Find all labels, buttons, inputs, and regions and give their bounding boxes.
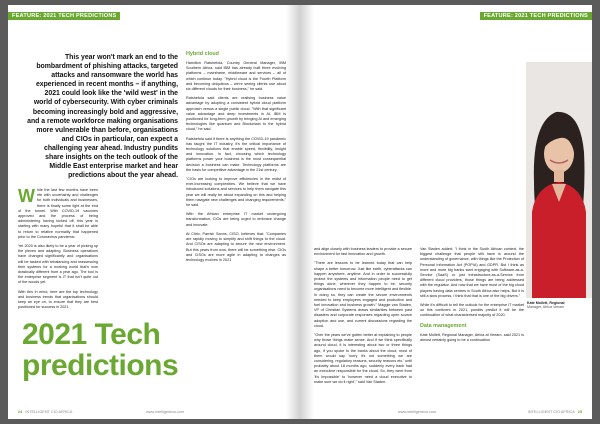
article-title: 2021 Tech predictions	[22, 318, 179, 382]
page-number: 25	[577, 410, 582, 414]
left-col-1	[18, 188, 98, 314]
subhead-data-management: Data management	[420, 322, 467, 329]
paragraph: At Citrix, Parrish Sanns, CISO, believes that: "Companies are rapidly moving to simplify and shift things to the cloud. And CISOs are adapting to secure the new environment. But this years from now, there will be something else. CIOs and CISOs are more agile in adapting to changes as technology evolves in 2021	[186, 231, 286, 262]
magazine-name: INTELLIGENT CIO AFRICA	[25, 410, 73, 414]
paragraph: "CIOs are looking to improve efficiencies in the midst of ever-increasing complexities. We believe that we have introduced solutions and services to help them navigate this year we will really be about expanding on this and helping them navigate new challenges and changing requirements," he said.	[186, 177, 286, 208]
left-page	[8, 5, 300, 419]
portrait-photo	[526, 62, 592, 298]
paragraph: Ratshefola said clients are realising business value advantage by adopting a consistent hybrid cloud platform approach versus a single public cloud. "With that significant value advantage and deep investments in AI, IBM is positioned for long-term growth by bringing AI and emerging technologies like quantum and Blockchain to the hybrid cloud," he said.	[186, 96, 286, 132]
magazine-spread	[8, 5, 592, 419]
page-footer	[528, 410, 582, 414]
portrait-illustration	[526, 62, 592, 298]
paragraph: While it's difficult to tell the outlook for the enterprise IT market on this continent in 2021, pundits predict it will be the continuation of what characterised majority of 2020.	[420, 303, 524, 318]
footer-url: www.intelligentcio.com	[146, 410, 185, 414]
right-col-1	[314, 247, 412, 389]
intro-standfirst: This year won't mark an end to the bombardment of phishing attacks, targeted attacks and ransomware the world has experienced in recent months – if anything, 2021 could look like the 'wild west' in the world of cybersecurity. With cyber criminals becoming increasingly bold and aggressive, and a remote workforce making organisations more vulnerable than before, organisations and CIOs in particular, can expect a challenging year ahead. Industry pundits share insights on the tech outlook of the Middle East enterprise market and hear predictions about the year ahead.	[27, 54, 178, 180]
magazine-name: INTELLIGENT CIO AFRICA	[527, 410, 575, 414]
paragraph: "There are lessons to be learned today that can help shape a better tomorrow. Just like earth, cyberattacks can happen anywhere, anytime. And in order to successfully protect the systems and information people need to get things done, wherever they happen to be, security organisations need to become more intelligent and flexible. In doing so, they can create the secure environments needed to keep employees engaged and productive and fuel innovation and business growth." Maggie van Staden, VP of Christian Systems draws similarities between past disasters and corporate responses regarding open source adoption and use, and current discussions regarding the cloud.	[314, 261, 412, 328]
caption-name: Kate Mollett, Regional	[527, 301, 565, 305]
paragraph: Hamilton Ratshefola, Country General Manager, IBM Southern Africa, said IBM has already built three evolving platforms – mainframe, middleware and services – all of which continue today. "Hybrid cloud is the Fourth Platform and becoming ubiquitous – we're seeing clients use about six different clouds for their business," he said.	[186, 61, 286, 92]
page-footer	[18, 410, 72, 414]
right-col-2	[420, 247, 524, 347]
caption-title: Manager, Africa Veeam	[527, 305, 565, 310]
right-page	[300, 5, 592, 419]
paragraph: With this in mind, here are the top technology and business trends that organisations should keep an eye on, to ensure that they are best positioned for success in 2021.	[18, 289, 98, 310]
section-tag: FEATURE: 2021 TECH PREDICTIONS	[480, 12, 592, 20]
subhead-hybrid-cloud: Hybrid cloud	[186, 51, 219, 57]
dropcap: W	[18, 186, 35, 206]
paragraph: Kate Mollett, Regional Manager, Africa at Veeam, said 2021 is almost certainly going to be a continuation	[420, 332, 524, 342]
paragraph: Ratshefola said if there is anything the COVID-19 pandemic has taught the IT industry, it's the critical importance of technology solutions that enable speed, flexibility, insight and innovation. In fact, choosing which technology platforms power your business is the most consequential decision a business can make. Technology platforms are the basis for competitive advantage in the 21st century.	[186, 136, 286, 172]
paragraph: "Over the years we've gotten better at explaining to people why those things make sense. And if we think specifically around cloud, it is interesting about two or three things ago, if you spoke to the banks about the cloud, most of them would say 'sorry it's not something we are considering, regulatory reasons, security reasons etc.' until probably about 18 months ago, suddenly every bank had an executive responsible for the cloud. So, they went from 'it's impossible' to 'however need a cloud executive to make sure we do it right'," said Van Staden.	[314, 333, 412, 384]
paragraph: hile the last few months have been rife with uncertainty and challenges for both individuals and businesses, there is finally some light at the end of the tunnel. With COVID-19 vaccines approved and the process of being administering having kicked off, this year is starting with many hopeful that it shall be able to return to relative normality that happened prior to the Coronavirus pandemic.	[18, 188, 98, 239]
paragraph: Yet 2020 is also likely to be a year of picking up the pieces and adapting. Business operations have changed significantly and organisations will be tasked with rebalancing and reassessing their systems for a working world that's now drastically different from a year ago. The tool is the enterprise segment is IT that isn't quite out of the woods yet.	[18, 244, 98, 285]
paragraph: Van Staden added: "I think in the South African context, the biggest challenge that people still have is around the understanding of governance, with things like the Protection of Personal Information Act (POPIA) and GDPR. But I think as more and more big banks start engaging with Software-as-a-Service (SaaS) or just infrastructure-as-a-Service from different cloud providers, those things are being addressed with the regulator. And now that we have most of the big cloud players having data centres in South Africa also helps. But it is still a slow process, I think that that is one of the big drivers."	[420, 247, 524, 298]
paragraph: and align closely with business leaders to provide a secure environment for fast innovation and growth.	[314, 247, 412, 257]
page-number: 24	[18, 410, 23, 414]
photo-caption	[527, 301, 587, 310]
section-tag: FEATURE: 2021 TECH PREDICTIONS	[8, 12, 120, 20]
paragraph: With the African enterprise IT market undergoing transformation, CIOs are being urged to embrace change and innovate.	[186, 212, 286, 227]
left-col-2	[186, 51, 286, 267]
footer-url: www.intelligentcio.com	[398, 410, 437, 414]
